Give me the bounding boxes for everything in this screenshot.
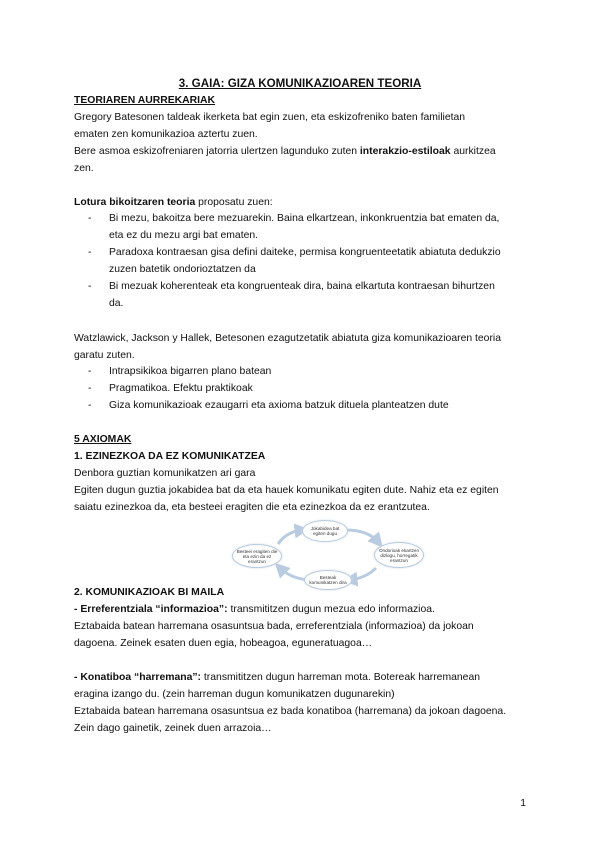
paragraph-line: - Erreferentziala “informazioa”: transmititzen dugun mezua edo informazioa. bbox=[74, 604, 435, 615]
paragraph-line: Egiten dugun guztia jokabidea bat da eta hauek komunikatu egiten dute. Nahiz eta ez egiten bbox=[74, 485, 499, 496]
bold-term: - Konatiboa “harremana”: bbox=[74, 672, 202, 683]
paragraph-line: Zein dago gainetik, zeinek duen arrazoia… bbox=[74, 723, 272, 734]
list-item: Pragmatikoa. Efektu praktikoak bbox=[109, 383, 253, 394]
bold-term: interakzio-estiloak bbox=[359, 146, 451, 157]
paragraph-line: Bere asmoa eskizofreniaren jatorria ulertzen lagunduko zuten interakzio-estiloak aurkitzea bbox=[74, 146, 496, 157]
section-heading-teoriaren: TEORIAREN AURREKARIAK bbox=[74, 95, 216, 106]
paragraph-line: Eztabaida batean harremana osasuntsua ez bada konatiboa (harremana) da jokoan dagoena. bbox=[74, 706, 507, 717]
paragraph-line: eragina izango du. (zein harreman dugun komunikatzen dugunarekin) bbox=[74, 689, 395, 700]
subheading: 1. EZINEZKOA DA EZ KOMUNIKATZEA bbox=[74, 451, 266, 462]
list-item: Giza komunikazioak ezaugarri eta axioma batzuk dituela planteatzen dute bbox=[109, 400, 449, 411]
list-item: Bi mezu, bakoitza bere mezuarekin. Baina elkartzean, inkonkruentzia bat ematen da, bbox=[109, 213, 500, 224]
diagram-node-bottom: Besteak komunikatzen dira bbox=[304, 570, 352, 590]
list-item: zuzen batetik ondorioztatzen da bbox=[109, 264, 256, 275]
bullet-list: - Intrapsikikoa bigarren plano batean - Pragmatikoa. Efektu praktikoak - Giza komunikazioak ezaugarri eta axioma batzuk dituela planteatzen dute bbox=[88, 366, 449, 411]
paragraph-line: Gregory Batesonen taldeak ikerketa bat egin zuen, eta eskizofreniko baten familietan bbox=[74, 112, 466, 123]
paragraph-line: Eztabaida batean harremana osasuntsua bada, erreferentziala (informazioa) da jokoan bbox=[74, 621, 474, 632]
paragraph-line: zen. bbox=[74, 163, 94, 174]
bullet-list: - Bi mezu, bakoitza bere mezuarekin. Baina elkartzean, inkonkruentzia bat ematen da, eta ez du mezu argi bat ematen. - Paradoxa kontraesan gisa defini daiteke, permisa kongruenteetatik abiatuta dedukzio zuzen batetik ondorioztatzen da - Bi mezuak koherenteak eta kongruenteak dira, baina elkartuta kontraesan bihurtzen da. bbox=[88, 213, 501, 309]
paragraph-line: garatu zuten. bbox=[74, 350, 135, 361]
diagram-node-left: Besteei eragiten die eta ezin da ez erantzun bbox=[232, 544, 282, 568]
list-item: eta ez du mezu argi bat ematen. bbox=[109, 230, 259, 241]
document-title: 3. GAIA: GIZA KOMUNIKAZIOAREN TEORIA bbox=[178, 77, 422, 90]
bold-term: - Erreferentziala “informazioa”: bbox=[74, 604, 228, 615]
bold-term: Lotura bikoitzaren teoria bbox=[74, 197, 196, 208]
diagram-node-top: Jokabidea bat egiten dugu bbox=[302, 520, 348, 542]
paragraph-line: Denbora guztian komunikatzen ari gara bbox=[74, 468, 256, 479]
list-item: Bi mezuak koherenteak eta kongruenteak dira, baina elkartuta kontraesan bihurtzen bbox=[109, 281, 495, 292]
list-item: da. bbox=[109, 298, 124, 309]
diagram-node-right: Ondorioak ekartzen dizkigu, horregatik erantzun bbox=[374, 542, 424, 568]
section-heading-axiomak: 5 AXIOMAK bbox=[74, 434, 132, 445]
page-number: 1 bbox=[520, 798, 526, 809]
subheading: 2. KOMUNIKAZIOAK BI MAILA bbox=[74, 587, 225, 598]
paragraph-line: saiatu ezinezkoa da, eta besteei eragiten die eta ezinezkoa da ez erantzutea. bbox=[74, 502, 430, 513]
paragraph-line: ematen zen komunikazioa aztertu zuen. bbox=[74, 129, 258, 140]
paragraph-line: - Konatiboa “harremana”: transmititzen dugun harreman mota. Botereak harremanean bbox=[74, 672, 480, 683]
paragraph-line: Watzlawick, Jackson y Hallek, Betesonen ezagutzetatik abiatuta giza komunikazioaren teoria bbox=[74, 333, 502, 344]
list-item: Intrapsikikoa bigarren plano batean bbox=[109, 366, 272, 377]
paragraph-line: Lotura bikoitzaren teoria proposatu zuen: bbox=[74, 197, 273, 208]
cycle-diagram bbox=[228, 520, 428, 590]
paragraph-line: dagoena. Zeinek esaten duen egia, hobeagoa, eguneratuagoa… bbox=[74, 638, 373, 649]
list-item: Paradoxa kontraesan gisa defini daiteke, permisa kongruenteetatik abiatuta dedukzio bbox=[109, 247, 501, 258]
